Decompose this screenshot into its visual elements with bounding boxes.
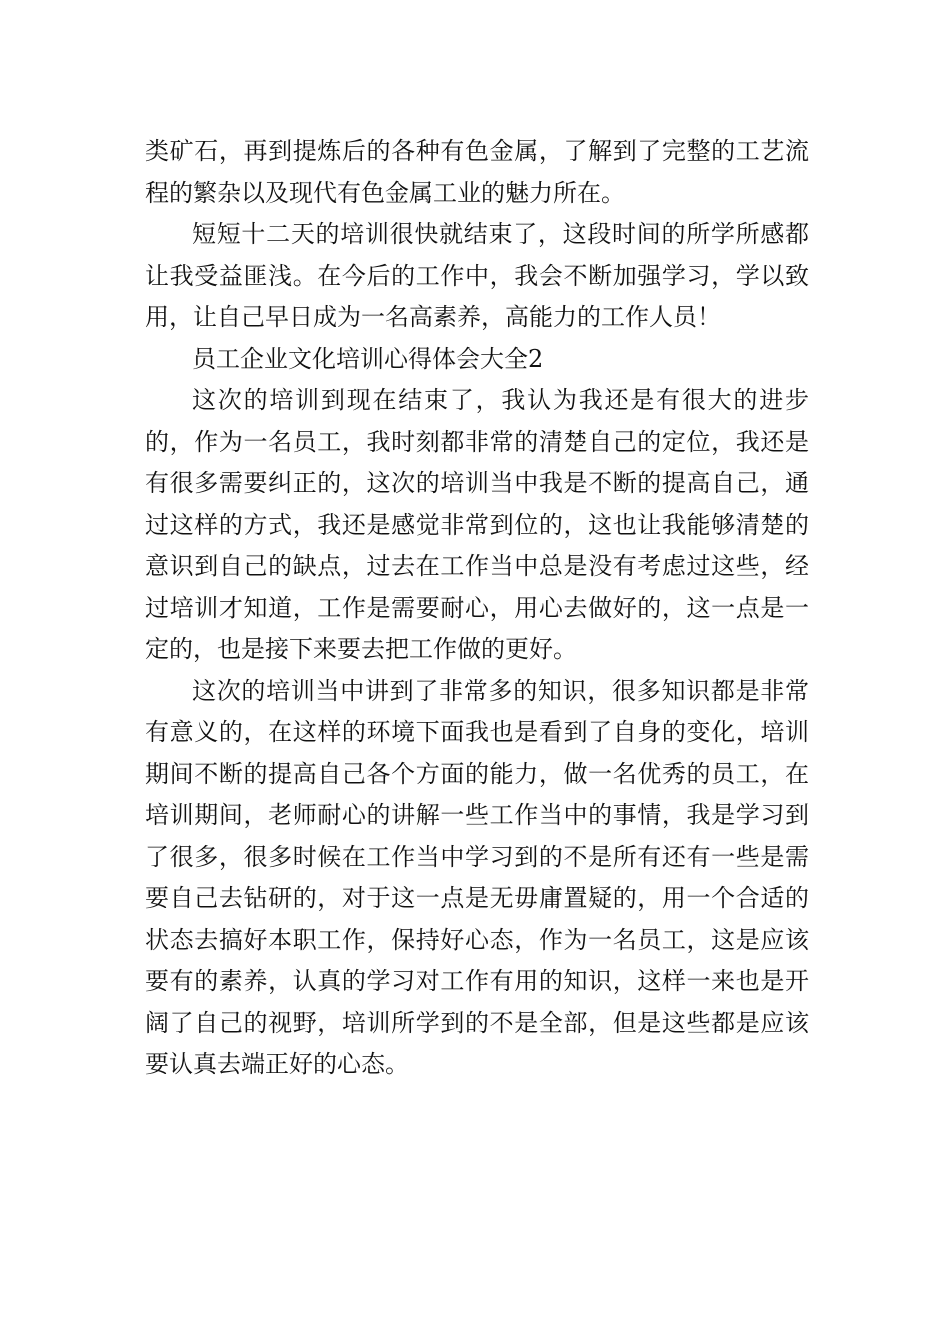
- paragraph-continuation: 类矿石，再到提炼后的各种有色金属，了解到了完整的工艺流程的繁杂以及现代有色金属工业的魅力所在。: [145, 137, 809, 207]
- document-page: [145, 131, 809, 1086]
- paragraph-body-2: 这次的培训当中讲到了非常多的知识，很多知识都是非常有意义的，在这样的环境下面我也是看到了自身的变化，培训期间不断的提高自己各个方面的能力，做一名优秀的员工，在培训期间，老师耐心的讲解一些工作当中的事情，我是学习到了很多，很多时候在工作当中学习到的不是所有还有一些是需要自己去钻研的，对于这一点是无毋庸置疑的，用一个合适的状态去搞好本职工作，保持好心态，作为一名员工，这是应该要有的素养，认真的学习对工作有用的知识，这样一来也是开阔了自己的视野，培训所学到的不是全部，但是这些都是应该要认真去端正好的心态。: [145, 676, 809, 1078]
- section-heading: 员工企业文化培训心得体会大全2: [192, 344, 544, 373]
- paragraph-summary: 短短十二天的培训很快就结束了，这段时间的所学所感都让我受益匪浅。在今后的工作中，我会不断加强学习，学以致用，让自己早日成为一名高素养，高能力的工作人员！: [145, 220, 809, 331]
- paragraph-body-1: 这次的培训到现在结束了，我认为我还是有很大的进步的，作为一名员工，我时刻都非常的清楚自己的定位，我还是有很多需要纠正的，这次的培训当中我是不断的提高自己，通过这样的方式，我还是感觉非常到位的，这也让我能够清楚的意识到自己的缺点，过去在工作当中总是没有考虑过这些，经过培训才知道，工作是需要耐心，用心去做好的，这一点是一定的，也是接下来要去把工作做的更好。: [145, 386, 809, 663]
